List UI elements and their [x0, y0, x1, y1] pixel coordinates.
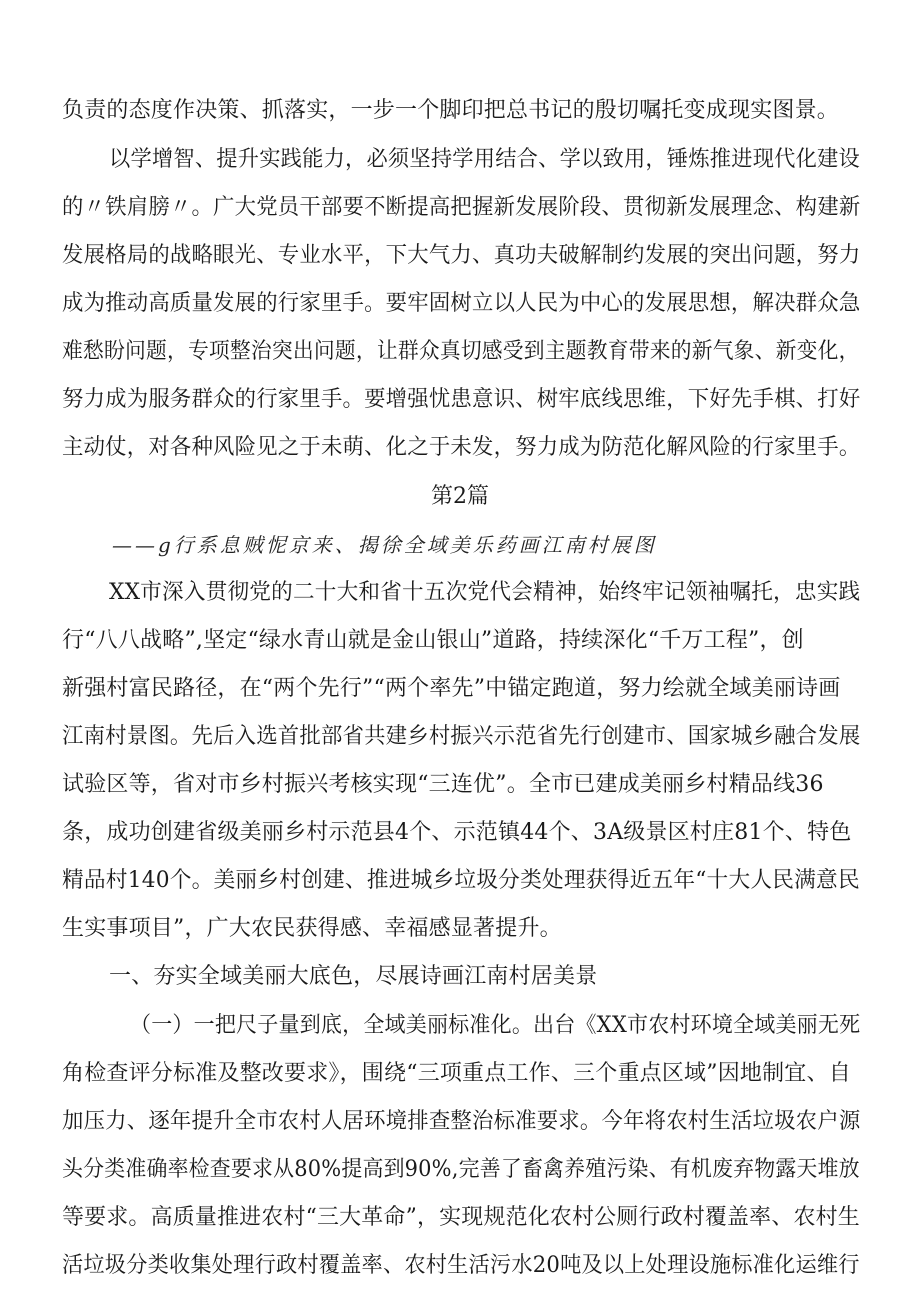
paragraph-line: 等要求。高质量推进农村“三大革命”，实现规范化农村公厕行政村覆盖率、农村生 — [62, 1205, 860, 1230]
paragraph-line: 生实事项目”，广大农民获得感、幸福感显著提升。 — [62, 916, 562, 941]
paragraph-line: 试验区等，省对市乡村振兴考核实现“三连优”。全市已建成美丽乡村精品线36 — [62, 772, 824, 797]
paragraph-line: 的〃铁肩膀〃。广大党员干部要不断提高把握新发展阶段、贯彻新发展理念、构建新 — [62, 195, 861, 220]
section-heading-one: 一、夯实全域美丽大底色，尽展诗画江南村居美景 — [109, 964, 598, 989]
paragraph-line: 活垃圾分类收集处理行政村覆盖率、农村生活污水20吨及以上处理设施标准化运维行 — [62, 1253, 860, 1278]
paragraph-line: 行“八八战略”,坚定“绿水青山就是金山银山”道路，持续深化“千万工程”，创 — [62, 628, 804, 653]
paragraph-line: 努力成为服务群众的行家里手。要增强忧患意识、树牢底线思维，下好先手棋、打好 — [62, 387, 861, 412]
paragraph-line: 以学增智、提升实践能力，必须坚持学用结合、学以致用，锤炼推进现代化建设 — [109, 147, 860, 172]
paragraph-line: 负责的态度作决策、抓落实，一步一个脚印把总书记的殷切嘱托变成现实图景。 — [62, 98, 840, 123]
paragraph-line: 加压力、逐年提升全市农村人居环境排查整治标准要求。今年将农村生活垃圾农户源 — [62, 1109, 861, 1134]
paragraph-line: 难愁盼问题，专项整治突出问题，让群众真切感受到主题教育带来的新气象、新变化， — [62, 339, 860, 364]
paragraph-line: 成为推动高质量发展的行家里手。要牢固树立以人民为中心的发展思想，解决群众急 — [62, 291, 861, 316]
paragraph-line: 新强村富民路径，在“两个先行”“两个率先”中锚定跑道，努力绘就全域美丽诗画 — [62, 676, 841, 701]
paragraph-line: 主动仗，对各种风险见之于未萌、化之于未发，努力成为防范化解风险的行家里手。 — [62, 435, 861, 460]
paragraph-line: （一）一把尺子量到底，全域美丽标准化。出台《XX市农村环境全域美丽无死 — [130, 1013, 861, 1038]
paragraph-line: 江南村景图。先后入选首批部省共建乡村振兴示范省先行创建市、国家城乡融合发展 — [62, 724, 861, 749]
paragraph-line: XX市深入贯彻党的二十大和省十五次党代会精神，始终牢记领袖嘱托，忠实践 — [109, 580, 861, 605]
paragraph-line: 条，成功创建省级美丽乡村示范县4个、示范镇44个、3A级景区村庄81个、特色 — [62, 820, 852, 845]
paragraph-line: 发展格局的战略眼光、专业水平，下大气力、真功夫破解制约发展的突出问题，努力 — [62, 243, 861, 268]
paragraph-line: 头分类准确率检查要求从80%提高到90%,完善了畜禽养殖污染、有机废弃物露天堆放 — [62, 1157, 860, 1182]
paragraph-line: 精品村140个。美丽乡村创建、推进城乡垃圾分类处理获得近五年“十大人民满意民 — [62, 868, 860, 893]
section-heading: 第2篇 — [431, 484, 489, 509]
section-subtitle: ——g行系息贼怩京来、揭徐全域美乐药画江南村展图 — [112, 533, 657, 557]
paragraph-line: 角检查评分标准及整改要求》，围绕“三项重点工作、三个重点区域”因地制宜、自 — [62, 1061, 851, 1086]
